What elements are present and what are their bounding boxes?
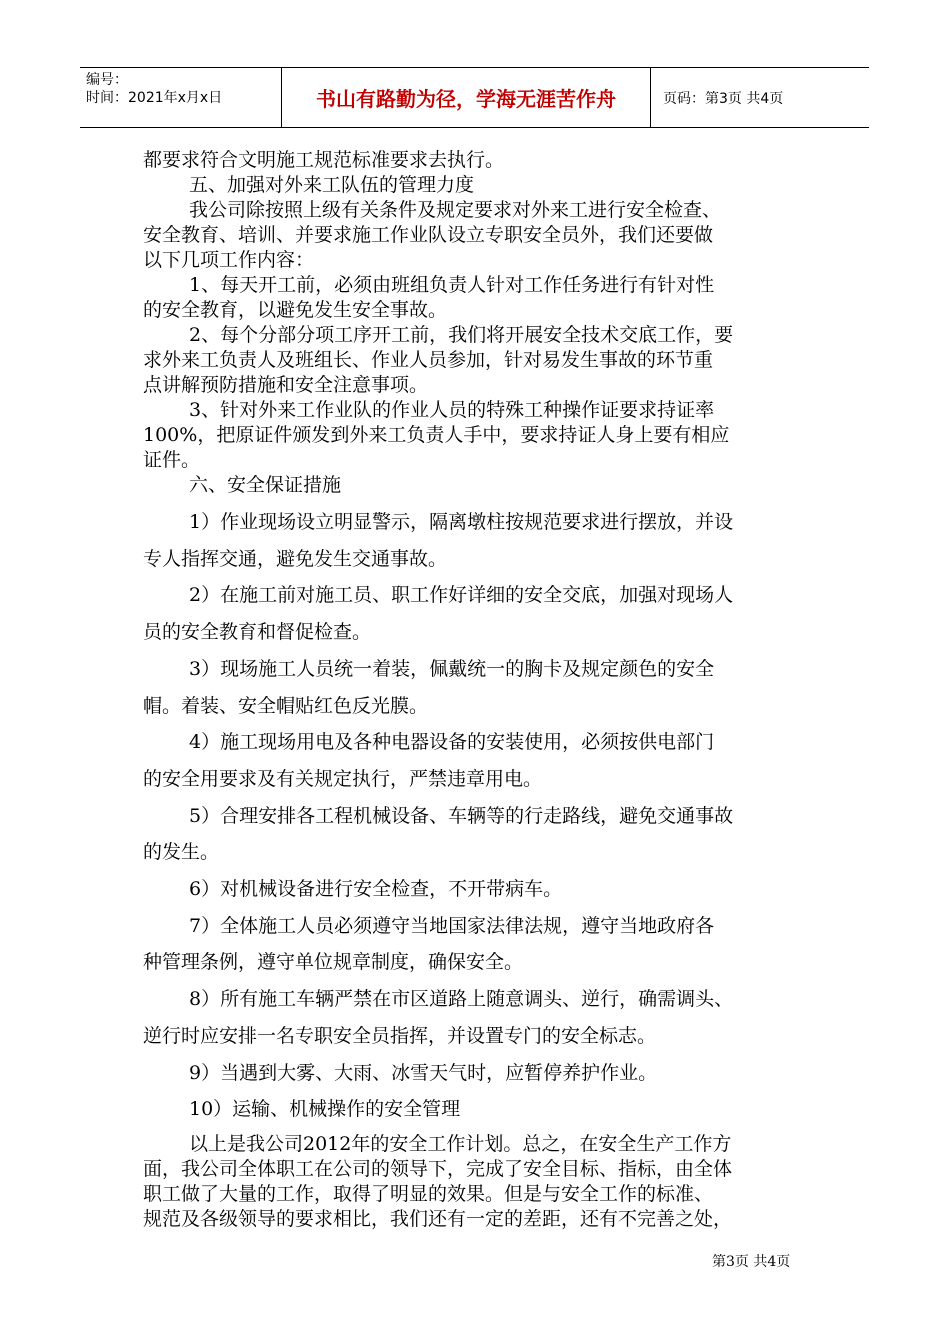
body-line: 种管理条例，遵守单位规章制度，确保安全。 xyxy=(143,951,524,974)
body-line: 专人指挥交通，避免发生交通事故。 xyxy=(143,547,448,570)
body-line: 4）施工现场用电及各种电器设备的安装使用，必须按供电部门 xyxy=(189,731,715,754)
body-line: 员的安全教育和督促检查。 xyxy=(143,621,372,644)
body-line: 1、每天开工前，必须由班组负责人针对工作任务进行有针对性 xyxy=(189,274,715,296)
body-line: 都要求符合文明施工规范标准要求去执行。 xyxy=(143,149,505,171)
section-heading: 五、加强对外来工队伍的管理力度 xyxy=(189,174,475,196)
body-line: 的发生。 xyxy=(143,841,220,864)
body-line: 逆行时应安排一名专职安全员指挥，并设置专门的安全标志。 xyxy=(143,1024,657,1047)
body-line: 帽。着装、安全帽贴红色反光膜。 xyxy=(143,694,429,717)
body-line: 3）现场施工人员统一着装，佩戴统一的胸卡及规定颜色的安全 xyxy=(189,657,715,680)
body-line: 面，我公司全体职工在公司的领导下，完成了安全目标、指标，由全体 xyxy=(143,1157,733,1180)
body-line: 5）合理安排各工程机械设备、车辆等的行走路线，避免交通事故 xyxy=(189,804,734,827)
document-body xyxy=(143,148,813,1232)
document-number-label: 编号： xyxy=(86,72,128,88)
body-line: 的安全教育，以避免发生安全事故。 xyxy=(143,299,448,321)
body-line: 10）运输、机械操作的安全管理 xyxy=(189,1098,461,1121)
header-page-code: 页码：第3页 共4页 xyxy=(663,90,784,107)
body-line: 我公司除按照上级有关条件及规定要求对外来工进行安全检查、 xyxy=(189,199,722,221)
header-meta xyxy=(80,68,282,127)
body-line: 点讲解预防措施和安全注意事项。 xyxy=(143,374,429,396)
body-line: 6）对机械设备进行安全检查，不开带病车。 xyxy=(189,878,563,901)
body-line: 1）作业现场设立明显警示，隔离墩柱按规范要求进行摆放，并设 xyxy=(189,511,734,533)
body-line: 以上是我公司2012年的安全工作计划。总之，在安全生产工作方 xyxy=(189,1132,732,1155)
body-line: 证件。 xyxy=(143,449,201,471)
body-line: 2）在施工前对施工员、职工作好详细的安全交底，加强对现场人 xyxy=(189,584,734,607)
body-line: 7）全体施工人员必须遵守当地国家法律法规，遵守当地政府各 xyxy=(189,914,715,937)
body-line: 以下几项工作内容： xyxy=(143,249,315,271)
body-line: 职工做了大量的工作，取得了明显的效果。但是与安全工作的标准、 xyxy=(143,1182,714,1205)
header-motto: 书山有路勤为径，学海无涯苦作舟 xyxy=(282,68,651,127)
body-line: 求外来工负责人及班组长、作业人员参加，针对易发生事故的环节重 xyxy=(143,349,714,371)
body-line: 100%，把原证件颁发到外来工负责人手中，要求持证人身上要有相应 xyxy=(143,424,730,446)
body-line: 规范及各级领导的要求相比，我们还有一定的差距，还有不完善之处， xyxy=(143,1207,733,1230)
page-header xyxy=(80,67,869,128)
section-heading: 六、安全保证措施 xyxy=(189,474,342,496)
body-line: 安全教育、培训、并要求施工作业队设立专职安全员外，我们还要做 xyxy=(143,224,714,246)
document-time-label: 时间：2021年x月x日 xyxy=(86,90,223,106)
body-line: 的安全用要求及有关规定执行，严禁违章用电。 xyxy=(143,767,543,790)
body-line: 3、针对外来工作业队的作业人员的特殊工种操作证要求持证率 xyxy=(189,399,715,421)
body-line: 8）所有施工车辆严禁在市区道路上随意调头、逆行，确需调头、 xyxy=(189,988,734,1011)
body-line: 9）当遇到大雾、大雨、冰雪天气时，应暂停养护作业。 xyxy=(189,1061,658,1084)
page-footer-number: 第3页 共4页 xyxy=(712,1254,791,1270)
body-line: 2、每个分部分项工序开工前，我们将开展安全技术交底工作，要 xyxy=(189,324,734,346)
